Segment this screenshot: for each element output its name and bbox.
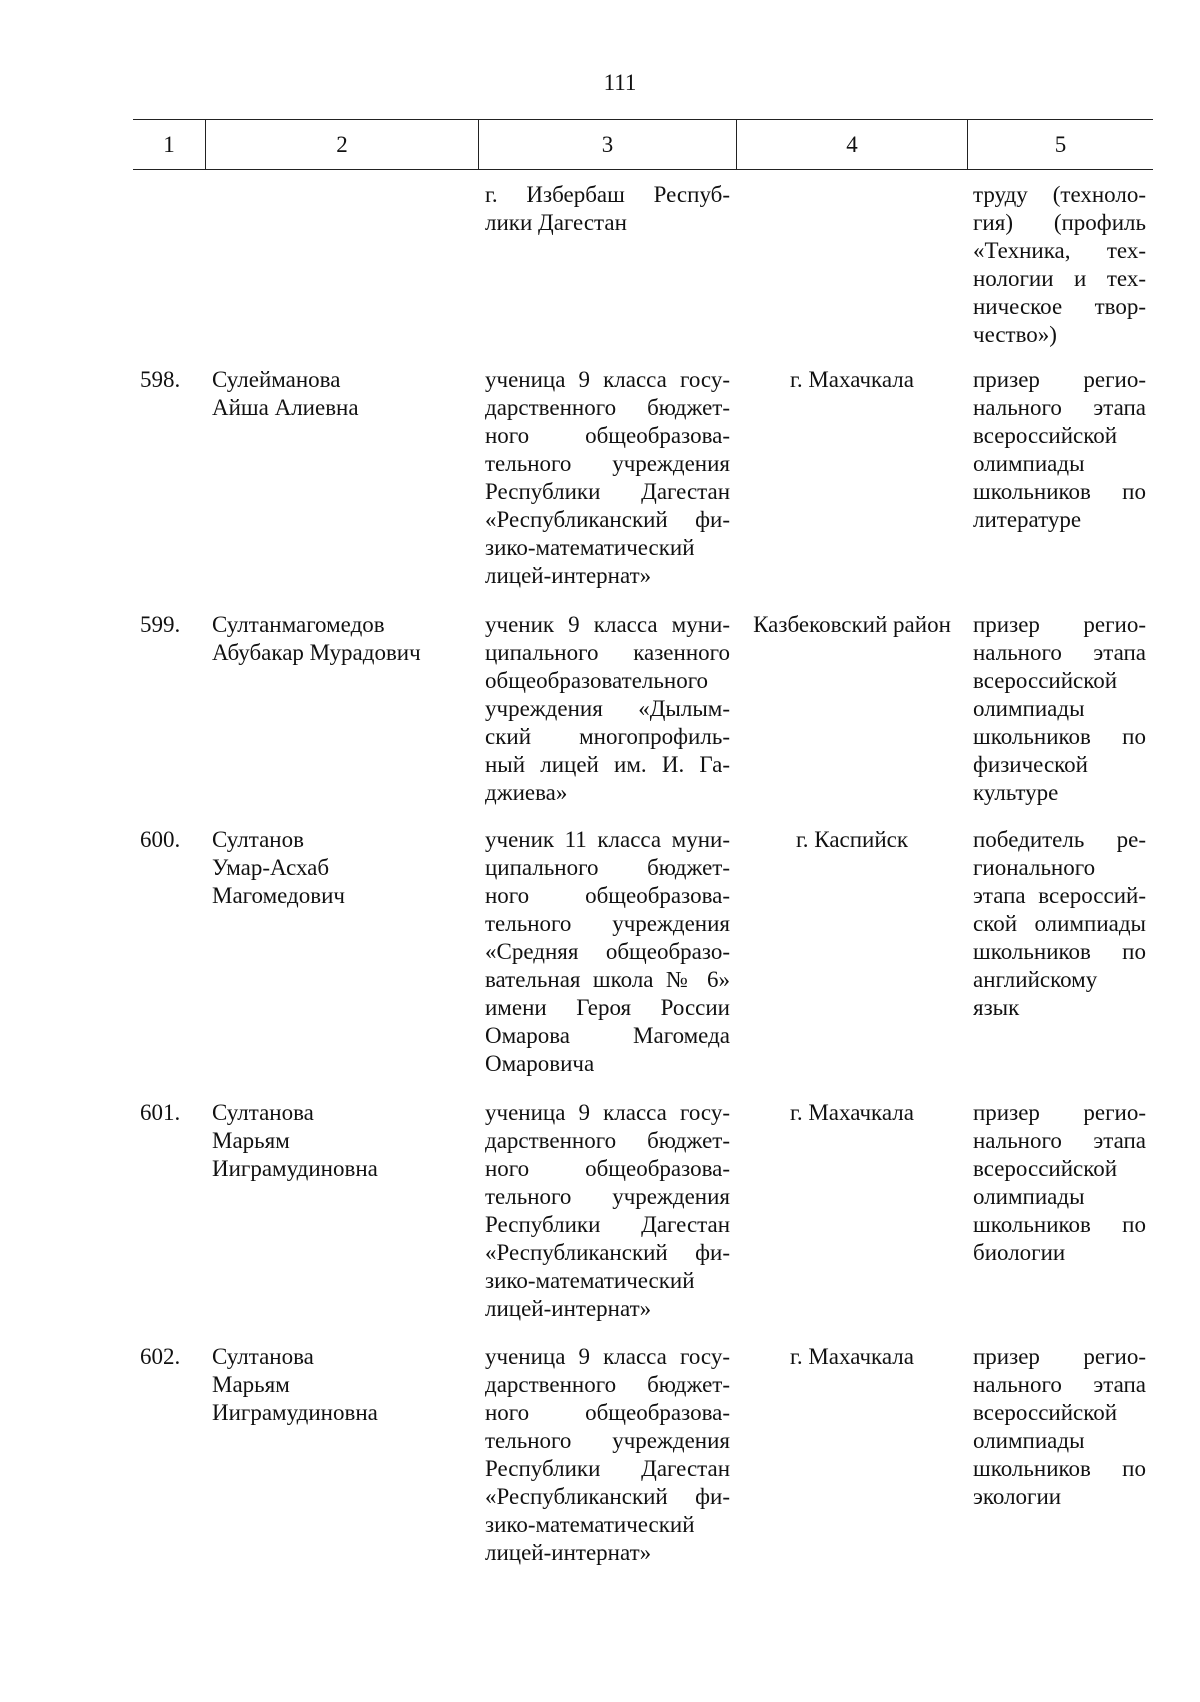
person-name	[212, 366, 472, 422]
text-line: ской олимпиады	[973, 911, 1146, 936]
text-line: «Республиканский фи-	[485, 507, 730, 532]
person-name	[212, 611, 472, 667]
text-line: Омарова Магомеда	[485, 1023, 730, 1048]
person-name	[212, 826, 472, 910]
location: г. Махачкала	[790, 1100, 914, 1125]
text-line: тельного учреждения	[485, 1184, 730, 1209]
text-line: труду (техноло-	[973, 182, 1146, 207]
text-line: лицей-интернат»	[485, 1540, 652, 1565]
text-line: школьников по	[973, 939, 1146, 964]
text-line: Марьям	[212, 1372, 290, 1397]
text-line: г. Избербаш Респуб-	[485, 182, 730, 207]
location: г. Махачкала	[790, 1344, 914, 1369]
header-col-1: 1	[163, 132, 175, 157]
text-line: призер регио-	[973, 1100, 1146, 1125]
text-line: литературе	[973, 507, 1082, 532]
text-line: Султанмагомедов	[212, 612, 385, 637]
text-line: Ииграмудиновна	[212, 1156, 378, 1181]
text-line: лицей-интернат»	[485, 1296, 652, 1321]
text-line: дарственного бюджет-	[485, 1128, 730, 1153]
text-line: экологии	[973, 1484, 1062, 1509]
location: г. Каспийск	[795, 827, 909, 852]
text-line: ученица 9 класса госу-	[485, 1100, 730, 1125]
institution	[485, 611, 730, 807]
text-line: ученица 9 класса госу-	[485, 367, 730, 392]
institution	[485, 826, 730, 1078]
text-line: «Техника, тех-	[973, 238, 1146, 263]
text-line: ного общеобразова-	[485, 1400, 730, 1425]
text-line: биологии	[973, 1240, 1066, 1265]
text-line: ного общеобразова-	[485, 423, 730, 448]
olympiad-result	[973, 366, 1146, 534]
text-line: Республики Дагестан	[485, 1212, 730, 1237]
text-line: Умар-Асхаб	[212, 855, 330, 880]
text-line: победитель ре-	[973, 827, 1146, 852]
text-line: Султанова	[212, 1344, 314, 1369]
institution	[485, 1099, 730, 1323]
row-number: 602.	[140, 1344, 181, 1369]
text-line: Республики Дагестан	[485, 1456, 730, 1481]
text-line: ного общеобразова-	[485, 1156, 730, 1181]
text-line: имени Героя России	[485, 995, 730, 1020]
text-line: джиева»	[485, 780, 568, 805]
location: г. Махачкала	[790, 367, 914, 392]
text-line: всероссийской	[973, 1400, 1118, 1425]
text-line: зико-математический	[485, 1268, 695, 1293]
institution	[485, 1343, 730, 1567]
text-line: нального этапа	[973, 1372, 1146, 1397]
text-line: призер регио-	[973, 367, 1146, 392]
text-line: нального этапа	[973, 395, 1146, 420]
text-line: лицей-интернат»	[485, 563, 652, 588]
text-line: школьников по	[973, 1456, 1146, 1481]
text-line: всероссийской	[973, 668, 1118, 693]
text-line: «Средняя общеобразо-	[485, 939, 730, 964]
row-number: 600.	[140, 827, 181, 852]
text-line: культуре	[973, 780, 1059, 805]
text-line: ническое твор-	[973, 294, 1146, 319]
text-line: тельного учреждения	[485, 1428, 730, 1453]
text-line: ученица 9 класса госу-	[485, 1344, 730, 1369]
text-line: Султанова	[212, 1100, 314, 1125]
text-line: ного общеобразова-	[485, 883, 730, 908]
text-line: ципального бюджет-	[485, 855, 730, 880]
text-line: ученик 11 класса муни-	[485, 827, 730, 852]
text-line: Марьям	[212, 1128, 290, 1153]
text-line: «Республиканский фи-	[485, 1240, 730, 1265]
person-name	[212, 1343, 472, 1427]
text-line: учреждения «Дылым-	[485, 696, 730, 721]
text-line: Республики Дагестан	[485, 479, 730, 504]
text-line: всероссийской	[973, 1156, 1118, 1181]
text-line: зико-математический	[485, 535, 695, 560]
header-col-2: 2	[336, 132, 348, 157]
text-line: гия) (профиль	[973, 210, 1146, 235]
olympiad-result	[973, 611, 1146, 807]
text-line: тельного учреждения	[485, 911, 730, 936]
text-line: физической	[973, 752, 1088, 777]
text-line: Султанов	[212, 827, 304, 852]
continuation-institution	[485, 181, 730, 237]
text-line: тельного учреждения	[485, 451, 730, 476]
text-line: призер регио-	[973, 1344, 1146, 1369]
text-line: ученик 9 класса муни-	[485, 612, 730, 637]
text-line: Сулейманова	[212, 367, 341, 392]
text-line: английскому	[973, 967, 1098, 992]
text-line: нологии и тех-	[973, 266, 1146, 291]
text-line: ципального казенного	[485, 640, 730, 665]
text-line: этапа всероссий-	[973, 883, 1146, 908]
institution	[485, 366, 730, 590]
text-line: ский многопрофиль-	[485, 724, 730, 749]
text-line: школьников по	[973, 1212, 1146, 1237]
text-line: «Республиканский фи-	[485, 1484, 730, 1509]
text-line: дарственного бюджет-	[485, 395, 730, 420]
text-line: язык	[973, 995, 1020, 1020]
continuation-result	[973, 181, 1146, 349]
olympiad-result	[973, 826, 1146, 1022]
text-line: Айша Алиевна	[212, 395, 359, 420]
text-line: гионального	[973, 855, 1096, 880]
header-col-5: 5	[1054, 132, 1067, 157]
text-line: школьников по	[973, 724, 1146, 749]
text-line: лики Дагестан	[485, 210, 627, 235]
row-number: 599.	[140, 612, 181, 637]
text-line: школьников по	[973, 479, 1146, 504]
text-line: Абубакар Мурадович	[212, 640, 421, 665]
text-line: Ииграмудиновна	[212, 1400, 378, 1425]
location: Казбековский район	[753, 612, 951, 637]
text-line: чество»)	[973, 322, 1057, 347]
header-col-3: 3	[601, 132, 614, 157]
text-line: олимпиады	[973, 696, 1085, 721]
olympiad-result	[973, 1099, 1146, 1267]
text-line: ный лицей им. И. Га-	[485, 752, 730, 777]
text-line: олимпиады	[973, 1428, 1085, 1453]
text-line: дарственного бюджет-	[485, 1372, 730, 1397]
text-line: олимпиады	[973, 1184, 1085, 1209]
text-line: зико-математический	[485, 1512, 695, 1537]
olympiad-result	[973, 1343, 1146, 1511]
row-number: 601.	[140, 1100, 181, 1125]
person-name	[212, 1099, 472, 1183]
text-line: нального этапа	[973, 1128, 1146, 1153]
text-line: всероссийской	[973, 423, 1118, 448]
text-line: Магомедович	[212, 883, 345, 908]
row-number: 598.	[140, 367, 181, 392]
text-line: вательная школа № 6»	[485, 967, 730, 992]
text-line: призер регио-	[973, 612, 1146, 637]
text-line: общеобразовательного	[485, 668, 709, 693]
text-line: нального этапа	[973, 640, 1146, 665]
text-line: олимпиады	[973, 451, 1085, 476]
text-line: Омаровича	[485, 1051, 595, 1076]
page-number: 111	[603, 70, 637, 95]
header-col-4: 4	[846, 132, 858, 157]
